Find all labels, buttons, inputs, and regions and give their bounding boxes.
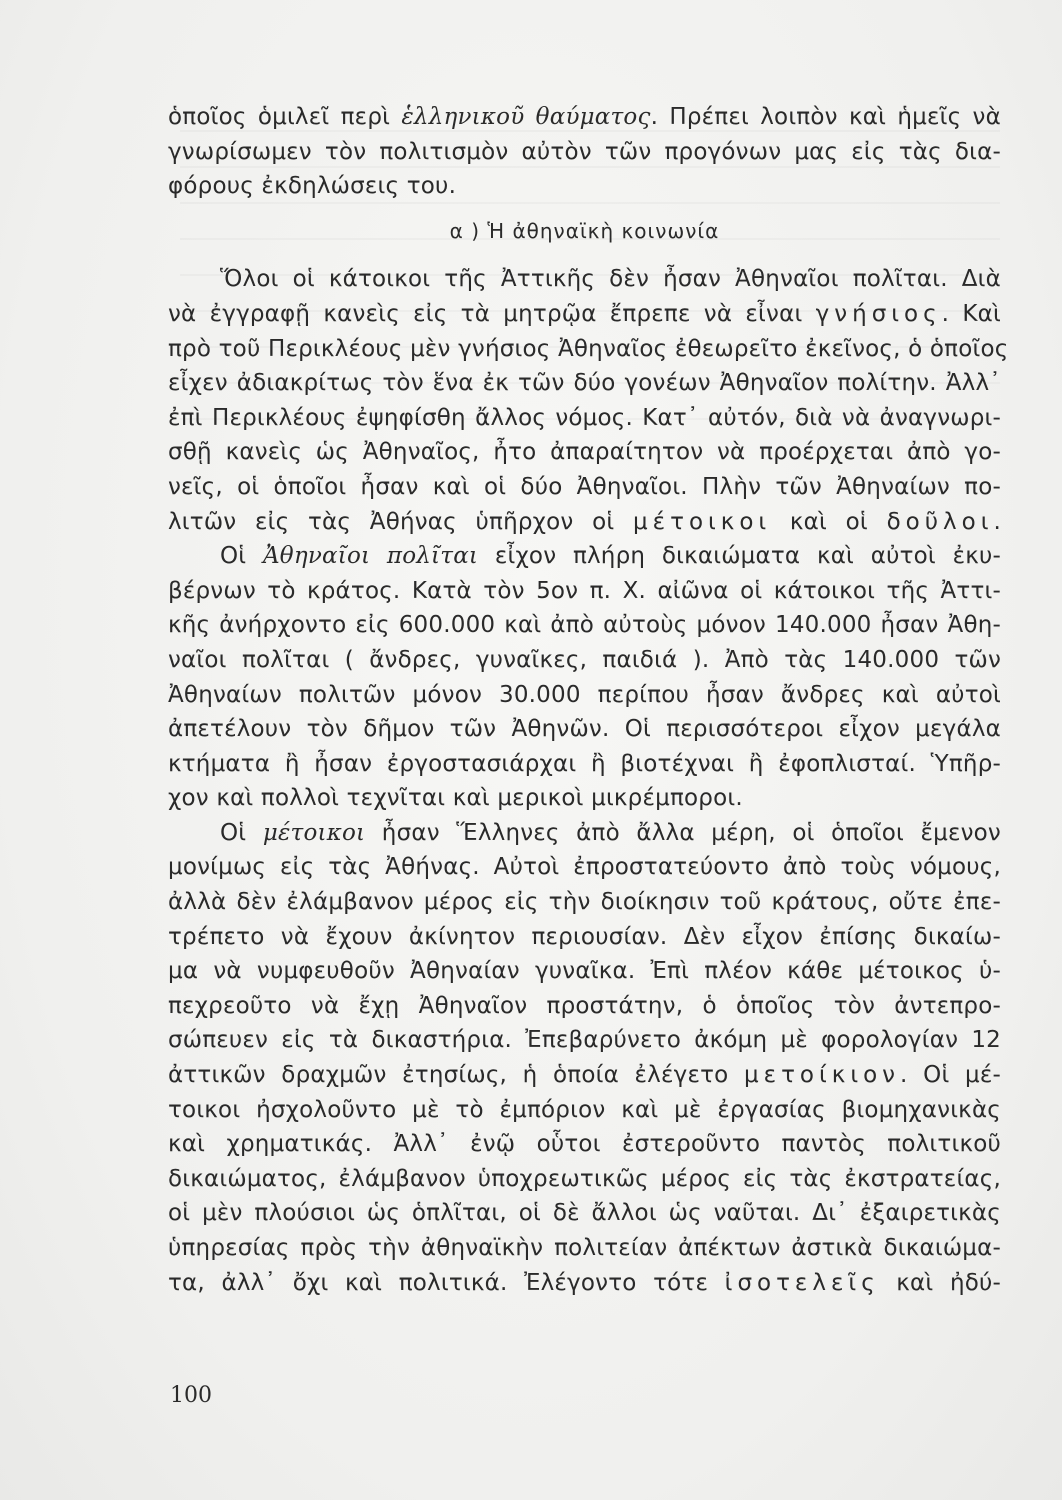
text-line: σθῇ κανεὶς ὡς Ἀθηναῖος, ἦτο ἀπαραίτητον νὰ προέρχεται ἀπὸ γο-	[168, 439, 1001, 466]
text-line: πεχρεοῦτο νὰ ἔχῃ Ἀθηναῖον προστάτην, ὁ ὁποῖος τὸν ἀντεπρο-	[168, 992, 1001, 1019]
text-line: ἀττικῶν δραχμῶν ἐτησίως, ἡ ὁποία ἐλέγετο μετοίκιον. Οἱ μέ-	[168, 1062, 1001, 1089]
text-line: φόρους ἐκδηλώσεις του.	[168, 173, 457, 200]
text-line: σώπευεν εἰς τὰ δικαστήρια. Ἐπεβαρύνετο ἀκόμη μὲ φορολογίαν 12	[168, 1027, 1001, 1054]
text-line: κτήματα ἢ ἦσαν ἐργοστασιάρχαι ἢ βιοτέχναι ἢ ἐφοπλισταί. Ὑπῆρ-	[168, 750, 1001, 777]
text-line: Ἀθηναίων πολιτῶν μόνον 30.000 περίπου ἦσαν ἄνδρες καὶ αὐτοὶ	[168, 681, 1001, 708]
text-line: χον καὶ πολλοὶ τεχνῖται καὶ μερικοὶ μικρέμποροι.	[168, 785, 743, 812]
text-line: μα νὰ νυμφευθοῦν Ἀθηναίαν γυναῖκα. Ἐπὶ πλέον κάθε μέτοικος ὑ-	[168, 958, 1001, 985]
text-line: ὑπηρεσίας πρὸς τὴν ἀθηναϊκὴν πολιτείαν ἀπέκτων ἀστικὰ δικαιώμα-	[168, 1235, 1001, 1261]
text-line: βέρνων τὸ κράτος. Κατὰ τὸν 5ον π. Χ. αἰῶνα οἱ κάτοικοι τῆς Ἀττι-	[168, 577, 1001, 604]
text-line: ὁποῖος ὁμιλεῖ περὶ ἑλληνικοῦ θαύματος. Πρέπει λοιπὸν καὶ ἡμεῖς νὰ	[168, 104, 1001, 130]
text-line: μονίμως εἰς τὰς Ἀθήνας. Αὐτοὶ ἐπροστατεύοντο ἀπὸ τοὺς νόμους,	[168, 854, 1001, 881]
text-line: εἶχεν ἀδιακρίτως τὸν ἕνα ἐκ τῶν δύο γονέων Ἀθηναῖον πολίτην. Ἀλλ᾽	[168, 370, 1001, 397]
page-number: 100	[170, 1383, 212, 1408]
text-line: λιτῶν εἰς τὰς Ἀθήνας ὑπῆρχον οἱ μέτοικοι καὶ οἱ δοῦλοι.	[168, 508, 1001, 535]
text-line: κῆς ἀνήρχοντο εἰς 600.000 καὶ ἀπὸ αὐτοὺς μόνον 140.000 ἦσαν Ἀθη-	[168, 612, 1001, 639]
text-line: ἀλλὰ δὲν ἐλάμβανον μέρος εἰς τὴν διοίκησιν τοῦ κράτους, οὔτε ἐπε-	[168, 889, 1001, 916]
page-text	[168, 100, 1009, 1300]
text-line: Ὅλοι οἱ κάτοικοι τῆς Ἀττικῆς δὲν ἦσαν Ἀθηναῖοι πολῖται. Διὰ	[220, 266, 1001, 293]
text-line: ναῖοι πολῖται ( ἄνδρες, γυναῖκες, παιδιά ). Ἀπὸ τὰς 140.000 τῶν	[168, 646, 1001, 673]
text-line: ἐπὶ Περικλέους ἐψηφίσθη ἄλλος νόμος. Κατ᾽ αὐτόν, διὰ νὰ ἀναγνωρι-	[168, 404, 1001, 431]
text-line: νεῖς, οἱ ὁποῖοι ἦσαν καὶ οἱ δύο Ἀθηναῖοι. Πλὴν τῶν Ἀθηναίων πο-	[168, 473, 1001, 500]
text-line: ἀπετέλουν τὸν δῆμον τῶν Ἀθηνῶν. Οἱ περισσότεροι εἶχον μεγάλα	[168, 716, 1001, 743]
text-line: Οἱ μέτοικοι ἦσαν Ἕλληνες ἀπὸ ἄλλα μέρη, οἱ ὁποῖοι ἔμενον	[220, 819, 1001, 846]
text-line: πρὸ τοῦ Περικλέους μὲν γνήσιος Ἀθηναῖος ἐθεωρεῖτο ἐκεῖνος, ὁ ὁποῖος	[168, 335, 1009, 362]
text-line: τρέπετο νὰ ἔχουν ἀκίνητον περιουσίαν. Δὲν εἶχον ἐπίσης δικαίω-	[168, 923, 1001, 950]
section-heading: α ) Ἡ ἀθηναϊκὴ κοινωνία	[449, 218, 720, 243]
text-line: οἱ μὲν πλούσιοι ὡς ὁπλῖται, οἱ δὲ ἄλλοι ὡς ναῦται. Δι᾽ ἐξαιρετικὰς	[168, 1200, 1001, 1227]
text-line: καὶ χρηματικάς. Ἀλλ᾽ ἐνῷ οὗτοι ἐστεροῦντο παντὸς πολιτικοῦ	[168, 1131, 1001, 1158]
text-line: τα, ἀλλ᾽ ὄχι καὶ πολιτικά. Ἐλέγοντο τότε ἰσοτελεῖς καὶ ἠδύ-	[168, 1269, 1001, 1296]
text-line: τοικοι ἠσχολοῦντο μὲ τὸ ἐμπόριον καὶ μὲ ἐργασίας βιομηχανικὰς	[168, 1096, 1001, 1123]
text-line: Οἱ Ἀθηναῖοι πολῖται εἶχον πλήρη δικαιώματα καὶ αὐτοὶ ἐκυ-	[220, 543, 1001, 570]
text-line: γνωρίσωμεν τὸν πολιτισμὸν αὐτὸν τῶν προγόνων μας εἰς τὰς δια-	[168, 138, 1001, 165]
text-line: δικαιώματος, ἐλάμβανον ὑποχρεωτικῶς μέρος εἰς τὰς ἐκστρατείας,	[168, 1165, 1001, 1192]
text-line: νὰ ἐγγραφῇ κανεὶς εἰς τὰ μητρῷα ἔπρεπε νὰ εἶναι γνήσιος. Καὶ	[168, 300, 1001, 327]
